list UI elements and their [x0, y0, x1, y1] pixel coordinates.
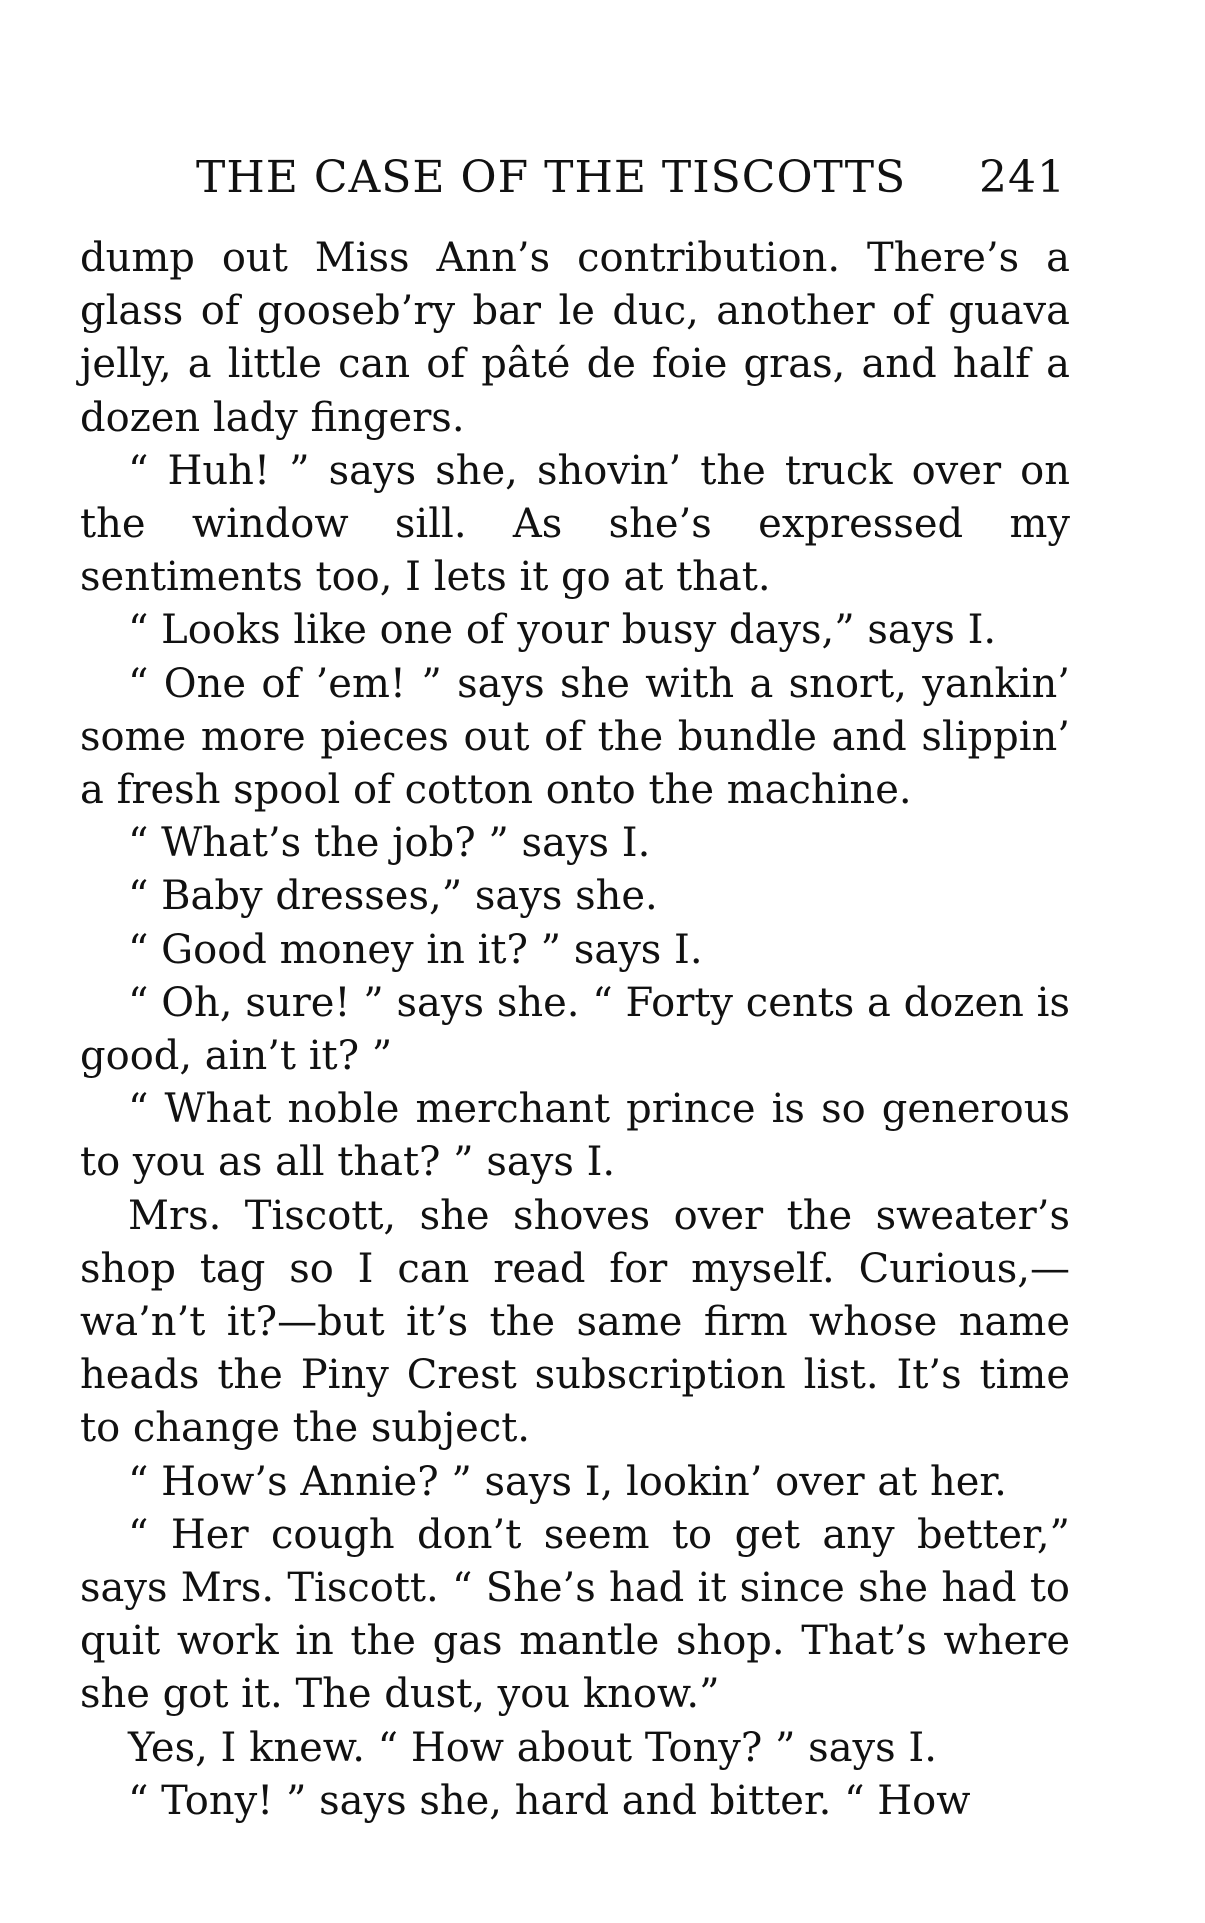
paragraph: Yes, I knew. “ How about Tony? ” says I. [128, 1724, 937, 1771]
paragraph: “ Looks like one of your busy days,” says I. [128, 607, 997, 654]
paragraph: “ Her cough don’t seem to get any better,” says Mrs. Tiscott. “ She’s had it since she had to quit work in the gas mantle shop. That’s where she got it. The dust, you know.” [80, 1511, 1070, 1718]
paragraph: “ Baby dresses,” says she. [128, 873, 658, 920]
paragraph: “ Tony! ” says she, hard and bitter. “ How [128, 1777, 971, 1824]
paragraph: “ Huh! ” says she, shovin’ the truck over on the window sill. As she’s expressed my sentiments too, I lets it go at that. [80, 447, 1070, 601]
page-header [196, 148, 1066, 208]
paragraph: dump out Miss Ann’s contribution. There’s a glass of gooseb’ry bar le duc, another of guava jelly, a little can of pâté de foie gras, and half a dozen lady fingers. [80, 235, 1070, 441]
paragraph: Mrs. Tiscott, she shoves over the sweater’s shop tag so I can read for myself. Curious,—wa’n’t it?—but it’s the same firm whose name heads the Piny Crest subscription list. It’s time to change the subject. [80, 1192, 1070, 1452]
running-title: THE CASE OF THE TISCOTTS [196, 152, 907, 203]
paragraph: “ How’s Annie? ” says I, lookin’ over at her. [128, 1458, 1007, 1505]
paragraph: “ One of ’em! ” says she with a snort, yankin’ some more pieces out of the bundle and slippin’ a fresh spool of cotton onto the machine. [80, 660, 1070, 814]
paragraph: “ Oh, sure! ” says she. “ Forty cents a dozen is good, ain’t it? ” [80, 979, 1070, 1080]
paragraph: “ What noble merchant prince is so generous to you as all that? ” says I. [80, 1086, 1070, 1186]
paragraph: “ What’s the job? ” says I. [128, 820, 651, 867]
body-text [80, 232, 1070, 1828]
page-number: 241 [979, 152, 1066, 203]
paragraph: “ Good money in it? ” says I. [128, 926, 703, 973]
